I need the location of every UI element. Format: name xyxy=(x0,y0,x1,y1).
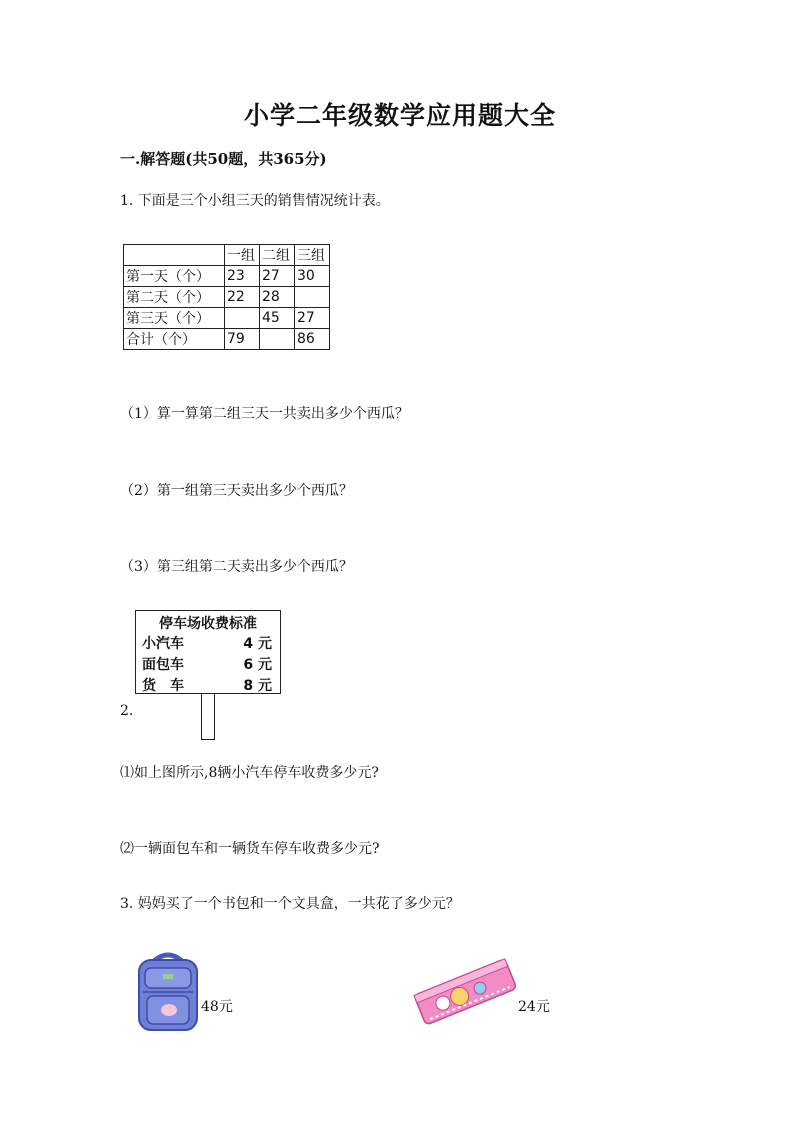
vehicle-price: 6 元 xyxy=(243,657,272,673)
table-cell: 第三天（个） xyxy=(124,308,225,329)
table-cell: 28 xyxy=(260,287,295,308)
section-heading: 一.解答题(共50题，共365分) xyxy=(120,150,327,168)
table-cell: 第二天（个） xyxy=(124,287,225,308)
parking-fee-sign xyxy=(135,610,281,694)
sign-title: 停车场收费标准 xyxy=(159,616,257,632)
table-cell: 30 xyxy=(295,266,330,287)
table-cell: 86 xyxy=(295,329,330,350)
backpack-image xyxy=(133,948,203,1034)
sign-post xyxy=(201,693,215,740)
page-title: 小学二年级数学应用题大全 xyxy=(243,101,556,130)
table-row xyxy=(124,308,330,329)
question-3-text: 3. 妈妈买了一个书包和一个文具盒，一共花了多少元？ xyxy=(120,896,460,912)
table-row xyxy=(124,287,330,308)
pencil-case-image xyxy=(410,950,520,1032)
vehicle-price: 4 元 xyxy=(243,636,272,652)
question-1-sub-1: （1）算一算第二组三天一共卖出多少个西瓜？ xyxy=(120,406,409,422)
sales-table xyxy=(123,244,330,350)
question-2-sub-2: ⑵一辆面包车和一辆货车停车收费多少元? xyxy=(120,841,380,857)
table-cell: 45 xyxy=(260,308,295,329)
table-cell: 79 xyxy=(225,329,260,350)
question-2-number: 2. xyxy=(120,703,134,719)
table-header-cell: 三组 xyxy=(295,245,330,266)
pencil-case-price: 24元 xyxy=(518,999,550,1015)
vehicle-price: 8 元 xyxy=(243,678,272,694)
vehicle-name: 面包车 xyxy=(142,657,184,673)
vehicle-name: 小汽车 xyxy=(142,636,184,652)
question-2-sub-1: ⑴如上图所示,8辆小汽车停车收费多少元? xyxy=(120,765,379,781)
backpack-price: 48元 xyxy=(201,999,233,1015)
table-cell xyxy=(295,287,330,308)
table-cell: 27 xyxy=(260,266,295,287)
table-cell xyxy=(260,329,295,350)
table-cell xyxy=(225,308,260,329)
question-1-sub-2: （2）第一组第三天卖出多少个西瓜？ xyxy=(120,483,353,499)
table-header-cell: 二组 xyxy=(260,245,295,266)
question-1-sub-3: （3）第三组第二天卖出多少个西瓜？ xyxy=(120,559,353,575)
table-cell: 22 xyxy=(225,287,260,308)
table-cell: 23 xyxy=(225,266,260,287)
table-cell: 27 xyxy=(295,308,330,329)
table-cell: 合计（个） xyxy=(124,329,225,350)
table-header-cell: 一组 xyxy=(225,245,260,266)
table-header-cell xyxy=(124,245,225,266)
table-header-row xyxy=(124,245,330,266)
question-1-text: 1. 下面是三个小组三天的销售情况统计表。 xyxy=(120,193,390,209)
table-cell: 第一天（个） xyxy=(124,266,225,287)
table-row xyxy=(124,329,330,350)
table-row xyxy=(124,266,330,287)
vehicle-name: 货 车 xyxy=(142,678,184,694)
